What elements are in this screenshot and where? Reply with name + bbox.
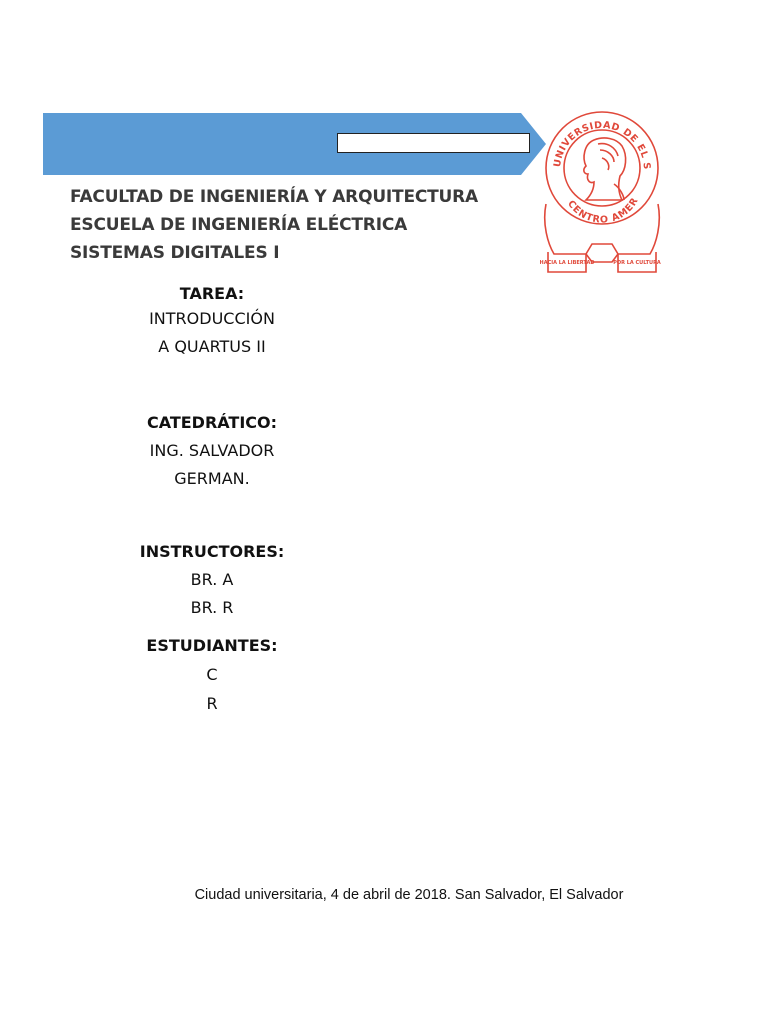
estudiante-1: C <box>206 665 218 684</box>
course-name: SISTEMAS DIGITALES I <box>70 243 280 263</box>
tarea-line-1: INTRODUCCIÓN <box>149 309 275 328</box>
university-seal-logo <box>540 104 664 280</box>
catedratico-section <box>100 413 324 488</box>
seal-bottom-text: CENTRO AMER <box>565 195 641 226</box>
tarea-line-2: A QUARTUS II <box>158 337 266 356</box>
seal-ring-text: UNIVERSIDAD DE EL S <box>551 119 653 171</box>
banner-text-box <box>337 133 530 153</box>
footer-place-date: Ciudad universitaria, 4 de abril de 2018. San Salvador, El Salvador <box>194 887 624 903</box>
tarea-label: TAREA: <box>179 284 245 303</box>
catedratico-label: CATEDRÁTICO: <box>146 413 278 432</box>
faculty-name: FACULTAD DE INGENIERÍA Y ARQUITECTURA <box>70 187 478 207</box>
svg-text:UNIVERSIDAD DE EL SALVADOR <box>540 104 652 170</box>
tarea-section <box>100 284 324 356</box>
estudiante-2: R <box>206 694 218 713</box>
seal-ribbon-left: HACIA LA LIBERTAD <box>540 260 595 266</box>
estudiantes-label: ESTUDIANTES: <box>146 636 278 655</box>
instructores-section <box>100 542 324 617</box>
school-name: ESCUELA DE INGENIERÍA ELÉCTRICA <box>70 215 408 235</box>
catedratico-line-2: GERMAN. <box>174 469 250 488</box>
estudiantes-section <box>100 636 324 713</box>
seal-ribbon-right: POR LA CULTURA <box>613 260 661 266</box>
instructor-2: BR. R <box>190 598 234 617</box>
instructores-label: INSTRUCTORES: <box>139 542 285 561</box>
instructor-1: BR. A <box>190 570 234 589</box>
catedratico-line-1: ING. SALVADOR <box>149 441 275 460</box>
